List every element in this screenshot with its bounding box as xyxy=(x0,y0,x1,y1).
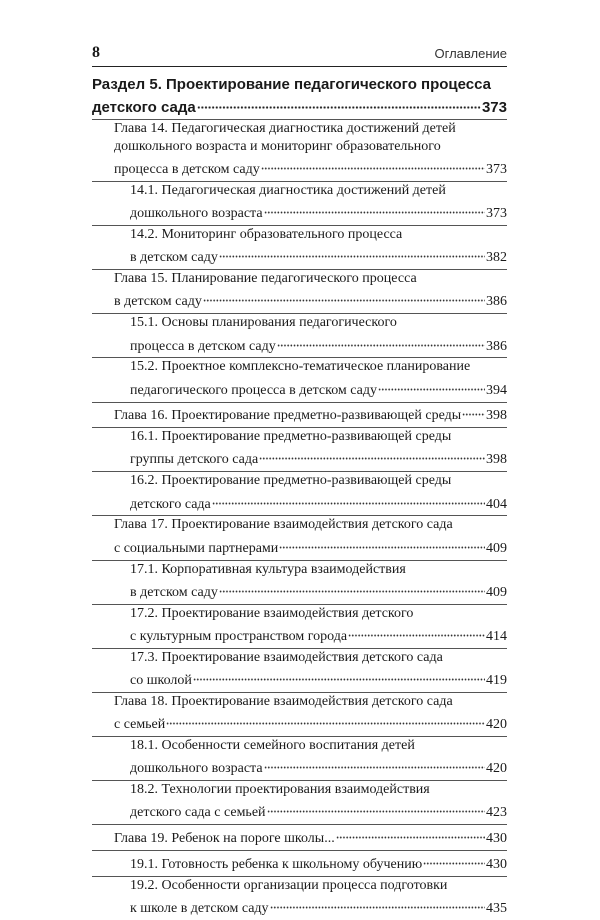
toc-entry-last-line xyxy=(114,711,507,734)
toc-entry-last-line xyxy=(130,200,507,223)
dot-leader xyxy=(261,156,485,173)
toc-entry-last-line xyxy=(92,94,507,117)
toc-subsection[interactable] xyxy=(92,877,507,920)
toc-page-number: 430 xyxy=(486,856,507,872)
toc-entry-last-line xyxy=(130,245,507,268)
page-number: 8 xyxy=(92,44,100,61)
toc-entry-title-line: 18.2. Технологии проектирования взаимодействия xyxy=(130,782,430,798)
toc-page-number: 373 xyxy=(481,99,507,116)
toc-page-number: 373 xyxy=(486,206,507,222)
toc-entry-last-line xyxy=(130,851,507,874)
toc-entry-title-line: с семьей xyxy=(114,717,166,733)
toc-entry-last-line xyxy=(114,289,507,312)
toc-entry-title-line: с социальными партнерами xyxy=(114,540,279,556)
table-of-contents xyxy=(92,75,507,920)
toc-entry-last-line xyxy=(130,800,507,823)
toc-page-number: 409 xyxy=(486,584,507,600)
toc-chapter[interactable] xyxy=(92,120,507,182)
toc-entry-last-line xyxy=(130,447,507,470)
toc-subsection[interactable] xyxy=(92,472,507,515)
toc-entry-title-line: Глава 19. Ребенок на пороге школы... xyxy=(114,831,335,847)
toc-entry-last-line xyxy=(130,667,507,690)
toc-entry-title-line: к школе в детском саду xyxy=(130,900,269,916)
dot-leader xyxy=(264,755,485,772)
running-head xyxy=(92,38,507,67)
toc-entry-title-line: 19.2. Особенности организации процесса подготовки xyxy=(130,877,448,893)
toc-subsection[interactable] xyxy=(92,358,507,401)
dot-leader xyxy=(270,895,485,912)
toc-entry-title-line: 15.1. Основы планирования педагогического xyxy=(130,315,397,331)
toc-subsection[interactable] xyxy=(92,428,507,471)
toc-section[interactable] xyxy=(92,75,507,119)
toc-page-number: 394 xyxy=(486,382,507,398)
toc-entry-title-line: в детском саду xyxy=(130,584,218,600)
toc-entry-last-line xyxy=(130,895,507,918)
dot-leader xyxy=(348,623,485,640)
toc-page-number: 382 xyxy=(486,250,507,266)
toc-entry-title-line: 14.1. Педагогическая диагностика достижений детей xyxy=(130,183,446,199)
toc-subsection[interactable] xyxy=(92,781,507,824)
toc-page-number: 423 xyxy=(486,805,507,821)
toc-entry-title-line: детского сада xyxy=(92,99,196,116)
toc-entry-title-line: процесса в детском саду xyxy=(114,162,260,178)
toc-page-number: 419 xyxy=(486,673,507,689)
toc-entry-title-line: Глава 15. Планирование педагогического процесса xyxy=(114,271,417,287)
dot-leader xyxy=(166,711,485,728)
dot-leader xyxy=(203,289,485,306)
toc-entry-title-line: детского сада xyxy=(130,496,211,512)
dot-leader xyxy=(336,825,485,842)
running-title: Оглавление xyxy=(434,46,507,61)
toc-entry-title-line: 18.1. Особенности семейного воспитания детей xyxy=(130,738,415,754)
toc-entry-title-line: процесса в детском саду xyxy=(130,338,276,354)
toc-entry-title-line: детского сада с семьей xyxy=(130,805,266,821)
dot-leader xyxy=(259,447,485,464)
toc-page-number: 435 xyxy=(486,900,507,916)
toc-entry-title-line: 16.2. Проектирование предметно-развивающей среды xyxy=(130,473,452,489)
toc-page-number: 386 xyxy=(486,338,507,354)
toc-subsection[interactable] xyxy=(92,314,507,357)
toc-chapter[interactable] xyxy=(92,403,507,428)
toc-entry-title-line: 16.1. Проектирование предметно-развивающей среды xyxy=(130,429,452,445)
toc-page-number: 398 xyxy=(486,408,507,424)
toc-entry-title-line: Глава 17. Проектирование взаимодействия детского сада xyxy=(114,517,453,533)
toc-entry-title-line: в детском саду xyxy=(130,250,218,266)
toc-page-number: 398 xyxy=(486,452,507,468)
toc-entry-last-line xyxy=(130,579,507,602)
toc-subsection[interactable] xyxy=(92,649,507,692)
toc-subsection[interactable] xyxy=(92,737,507,780)
toc-entry-title-line: Глава 14. Педагогическая диагностика достижений детей xyxy=(114,120,456,136)
dot-leader xyxy=(279,535,485,552)
dot-leader xyxy=(197,94,481,112)
toc-subsection[interactable] xyxy=(92,226,507,269)
toc-entry-last-line xyxy=(114,825,507,848)
toc-entry-title-line: дошкольного возраста xyxy=(130,761,263,777)
toc-entry-title-line: Глава 16. Проектирование предметно-развивающей среды xyxy=(114,408,462,424)
dot-leader xyxy=(277,333,485,350)
toc-entry-title-line: с культурным пространством города xyxy=(130,628,348,644)
toc-entry-last-line xyxy=(130,377,507,400)
toc-chapter[interactable] xyxy=(92,825,507,850)
toc-page-number: 404 xyxy=(486,496,507,512)
toc-entry-title-line: дошкольного возраста и мониторинг образовательного xyxy=(114,138,441,154)
toc-entry-last-line xyxy=(114,403,507,426)
toc-entry-title-line: 17.1. Корпоративная культура взаимодействия xyxy=(130,561,406,577)
toc-entry-title-line: Глава 18. Проектирование взаимодействия детского сада xyxy=(114,693,453,709)
dot-leader xyxy=(212,491,485,508)
toc-entry-title-line: 19.1. Готовность ребенка к школьному обучению xyxy=(130,856,423,872)
toc-entry-title-line: со школой xyxy=(130,673,192,689)
toc-page-number: 420 xyxy=(486,717,507,733)
toc-subsection[interactable] xyxy=(92,851,507,876)
toc-entry-title-line: Раздел 5. Проектирование педагогического процесса xyxy=(92,76,491,93)
toc-chapter[interactable] xyxy=(92,693,507,736)
dot-leader xyxy=(462,403,485,420)
toc-page-number: 414 xyxy=(486,628,507,644)
toc-page xyxy=(92,38,507,920)
toc-subsection[interactable] xyxy=(92,605,507,648)
toc-entry-title-line: 17.3. Проектирование взаимодействия детского сада xyxy=(130,649,443,665)
toc-chapter[interactable] xyxy=(92,516,507,559)
toc-entry-last-line xyxy=(130,333,507,356)
dot-leader xyxy=(193,667,485,684)
toc-entry-last-line xyxy=(114,156,507,179)
toc-entry-title-line: 15.2. Проектное комплексно-тематическое планирование xyxy=(130,359,471,375)
toc-entry-title-line: 14.2. Мониторинг образовательного процесса xyxy=(130,227,403,243)
toc-subsection[interactable] xyxy=(92,182,507,225)
toc-entry-title-line: 17.2. Проектирование взаимодействия детского xyxy=(130,605,414,621)
toc-page-number: 386 xyxy=(486,294,507,310)
toc-entry-title-line: в детском саду xyxy=(114,294,202,310)
toc-entry-title-line: педагогического процесса в детском саду xyxy=(130,382,378,398)
dot-leader xyxy=(267,800,485,817)
toc-entry-last-line xyxy=(130,755,507,778)
toc-entry-last-line xyxy=(130,623,507,646)
toc-entry-last-line xyxy=(130,491,507,514)
dot-leader xyxy=(264,200,485,217)
toc-entry-title-line: дошкольного возраста xyxy=(130,206,263,222)
toc-page-number: 420 xyxy=(486,761,507,777)
dot-leader xyxy=(219,579,485,596)
toc-chapter[interactable] xyxy=(92,270,507,313)
toc-page-number: 409 xyxy=(486,540,507,556)
toc-entry-title-line: группы детского сада xyxy=(130,452,259,468)
dot-leader xyxy=(378,377,485,394)
toc-entry-last-line xyxy=(114,535,507,558)
dot-leader xyxy=(219,245,485,262)
dot-leader xyxy=(423,851,485,868)
toc-page-number: 373 xyxy=(486,162,507,178)
toc-page-number: 430 xyxy=(486,831,507,847)
toc-subsection[interactable] xyxy=(92,561,507,604)
